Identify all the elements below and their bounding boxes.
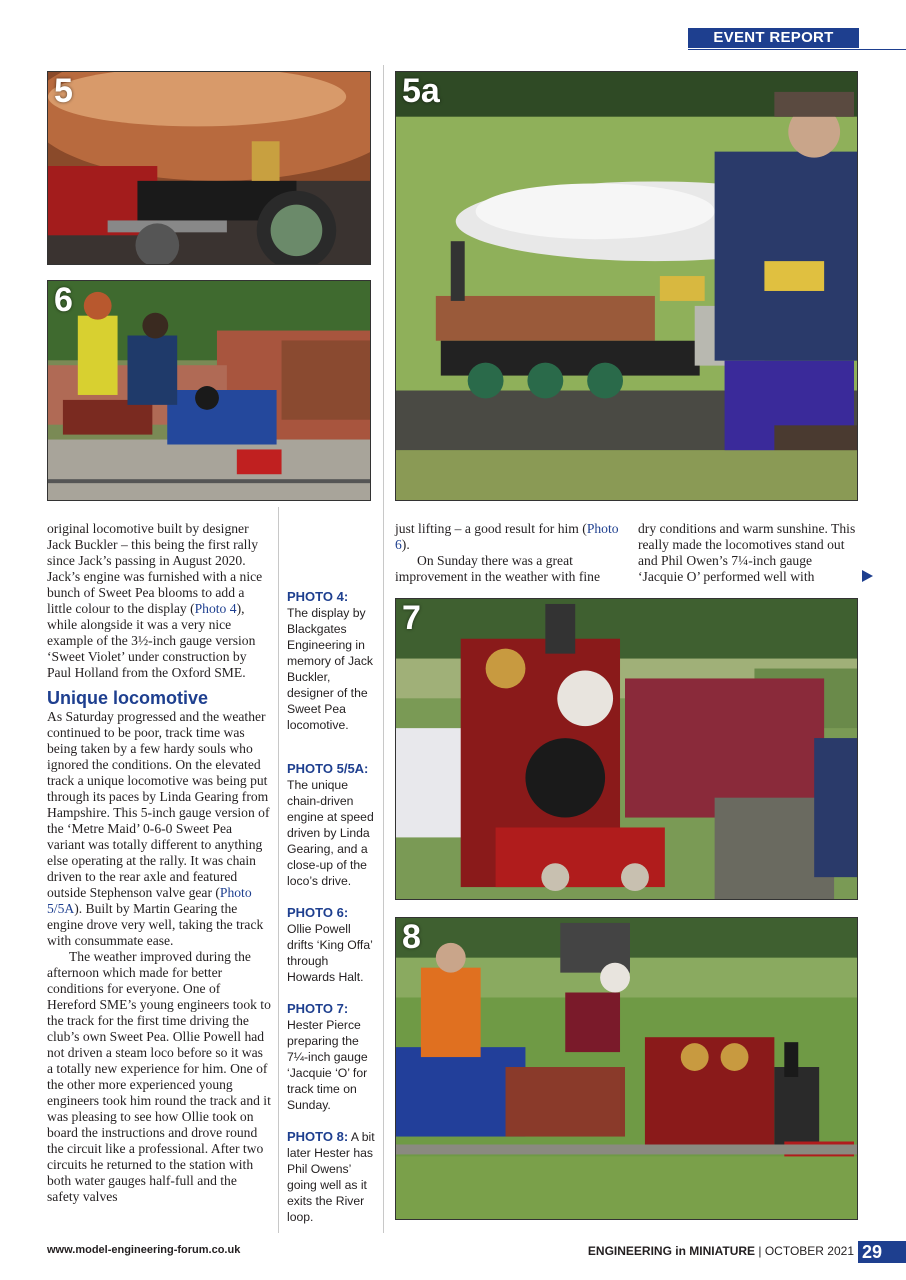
section-header: EVENT REPORT — [688, 28, 859, 48]
article-column-4 — [638, 521, 858, 585]
paragraph: The weather improved during the afternoon which made for better conditions for everyone. One of Hereford SME’s young engineers took to the track for the first time driving the club’s own Sweet Pea. Ollie Powell had not driven a steam loco before so it was a totally new experience for him. One of the other more experienced young engineers took him round the track and it was pleasing to see how Ollie took on board the instructions and drove round the circuit like a professional. After two circuits he returned to the station with both water gauges half-full and the safety valves — [47, 949, 271, 1204]
paragraph: just lifting – a good result for him (Photo 6). — [395, 521, 619, 552]
paragraph: As Saturday progressed and the weather continued to be poor, track time was being taken by a few hardy souls who ignored the conditions. On the elevated track a unique locomotive was being put through its paces by Linda Gearing from Hampshire. This 5-inch gauge version of the ‘Metre Maid’ 0-6-0 Sweet Pea variant was totally different to anything else operating at the rally. It was chain driven to the rear axle and featured outside Stephenson valve gear (Photo 5/5A). Built by Martin Gearing the engine drove very well, taking the track with consummate ease. — [47, 709, 270, 948]
photo-5a — [395, 71, 858, 501]
photo-number: 8 — [402, 918, 421, 956]
footer-magazine — [588, 1244, 854, 1258]
caption-text: A bit later Hester has Phil Owens’ going well as it exits the River loop. — [287, 1130, 375, 1224]
paragraph: dry conditions and warm sunshine. This really made the locomotives stand out and Phil Owen’s 7¼-inch gauge ‘Jacquie O’ performed well with — [638, 521, 856, 584]
photo-5-image — [48, 72, 370, 264]
caption-photo-7 — [287, 1001, 379, 1113]
caption-label: PHOTO 4: — [287, 589, 349, 604]
photo-number: 5 — [54, 72, 73, 110]
header-rule — [688, 49, 906, 50]
photo-5 — [47, 71, 371, 265]
column-rule — [278, 507, 279, 1233]
photo-reference: Photo 5/5A — [47, 885, 252, 916]
paragraph: original locomotive built by designer Jack Buckler – this being the first rally since Jack’s passing in August 2020. Jack’s engine was furnished with a nice bunch of Sweet Pea blooms to add a little colour to the display (Photo 4), while alongside it was a very nice example of the 3½-inch gauge version ‘Sweet Violet’ under construction by Paul Holland from the Oxford SME. — [47, 521, 263, 680]
magazine-title: ENGINEERING in MINIATURE — [587, 1244, 756, 1258]
photo-number: 6 — [54, 281, 73, 319]
caption-label: PHOTO 6: — [287, 905, 349, 920]
photo-7 — [395, 598, 858, 900]
photo-number: 5a — [402, 72, 440, 110]
caption-text: Hester Pierce preparing the 7¼-inch gauge ‘Jacquie ‘O’ for track time on Sunday. — [287, 1018, 368, 1112]
photo-6 — [47, 280, 371, 501]
paragraph: On Sunday there was a great improvement in the weather with fine — [395, 553, 600, 584]
caption-label: PHOTO 5/5A: — [287, 761, 369, 776]
caption-photo-8 — [287, 1129, 379, 1225]
caption-label: PHOTO 8: — [287, 1129, 349, 1144]
photo-number: 7 — [402, 599, 421, 637]
photo-7-image — [396, 599, 857, 899]
subheading: Unique locomotive — [47, 688, 209, 708]
issue-date: | OCTOBER 2021 — [758, 1244, 854, 1258]
article-column-1 — [47, 521, 272, 1205]
photo-5a-image — [396, 72, 857, 500]
photo-8-image — [396, 918, 857, 1219]
footer-url[interactable]: www.model-engineering-forum.co.uk — [47, 1244, 241, 1256]
continue-arrow-icon — [862, 570, 873, 582]
column-rule — [383, 65, 384, 1233]
caption-label: PHOTO 7: — [287, 1001, 349, 1016]
article-column-3 — [395, 521, 621, 585]
photo-reference: Photo 4 — [194, 601, 237, 616]
photo-reference: Photo 6 — [395, 521, 619, 552]
caption-photo-5-5a — [287, 761, 379, 889]
caption-photo-6 — [287, 905, 379, 985]
photo-6-image — [48, 281, 370, 500]
caption-photo-4 — [287, 589, 379, 733]
caption-text: The unique chain-driven engine at speed driven by Linda Gearing, and a close-up of the loco’s drive. — [287, 778, 374, 888]
photo-8 — [395, 917, 858, 1220]
caption-text: The display by Blackgates Engineering in memory of Jack Buckler, designer of the Sweet Pea locomotive. — [287, 606, 374, 732]
caption-text: Ollie Powell drifts ‘King Offa’ through Howards Halt. — [287, 922, 373, 984]
page-number: 29 — [858, 1241, 906, 1263]
